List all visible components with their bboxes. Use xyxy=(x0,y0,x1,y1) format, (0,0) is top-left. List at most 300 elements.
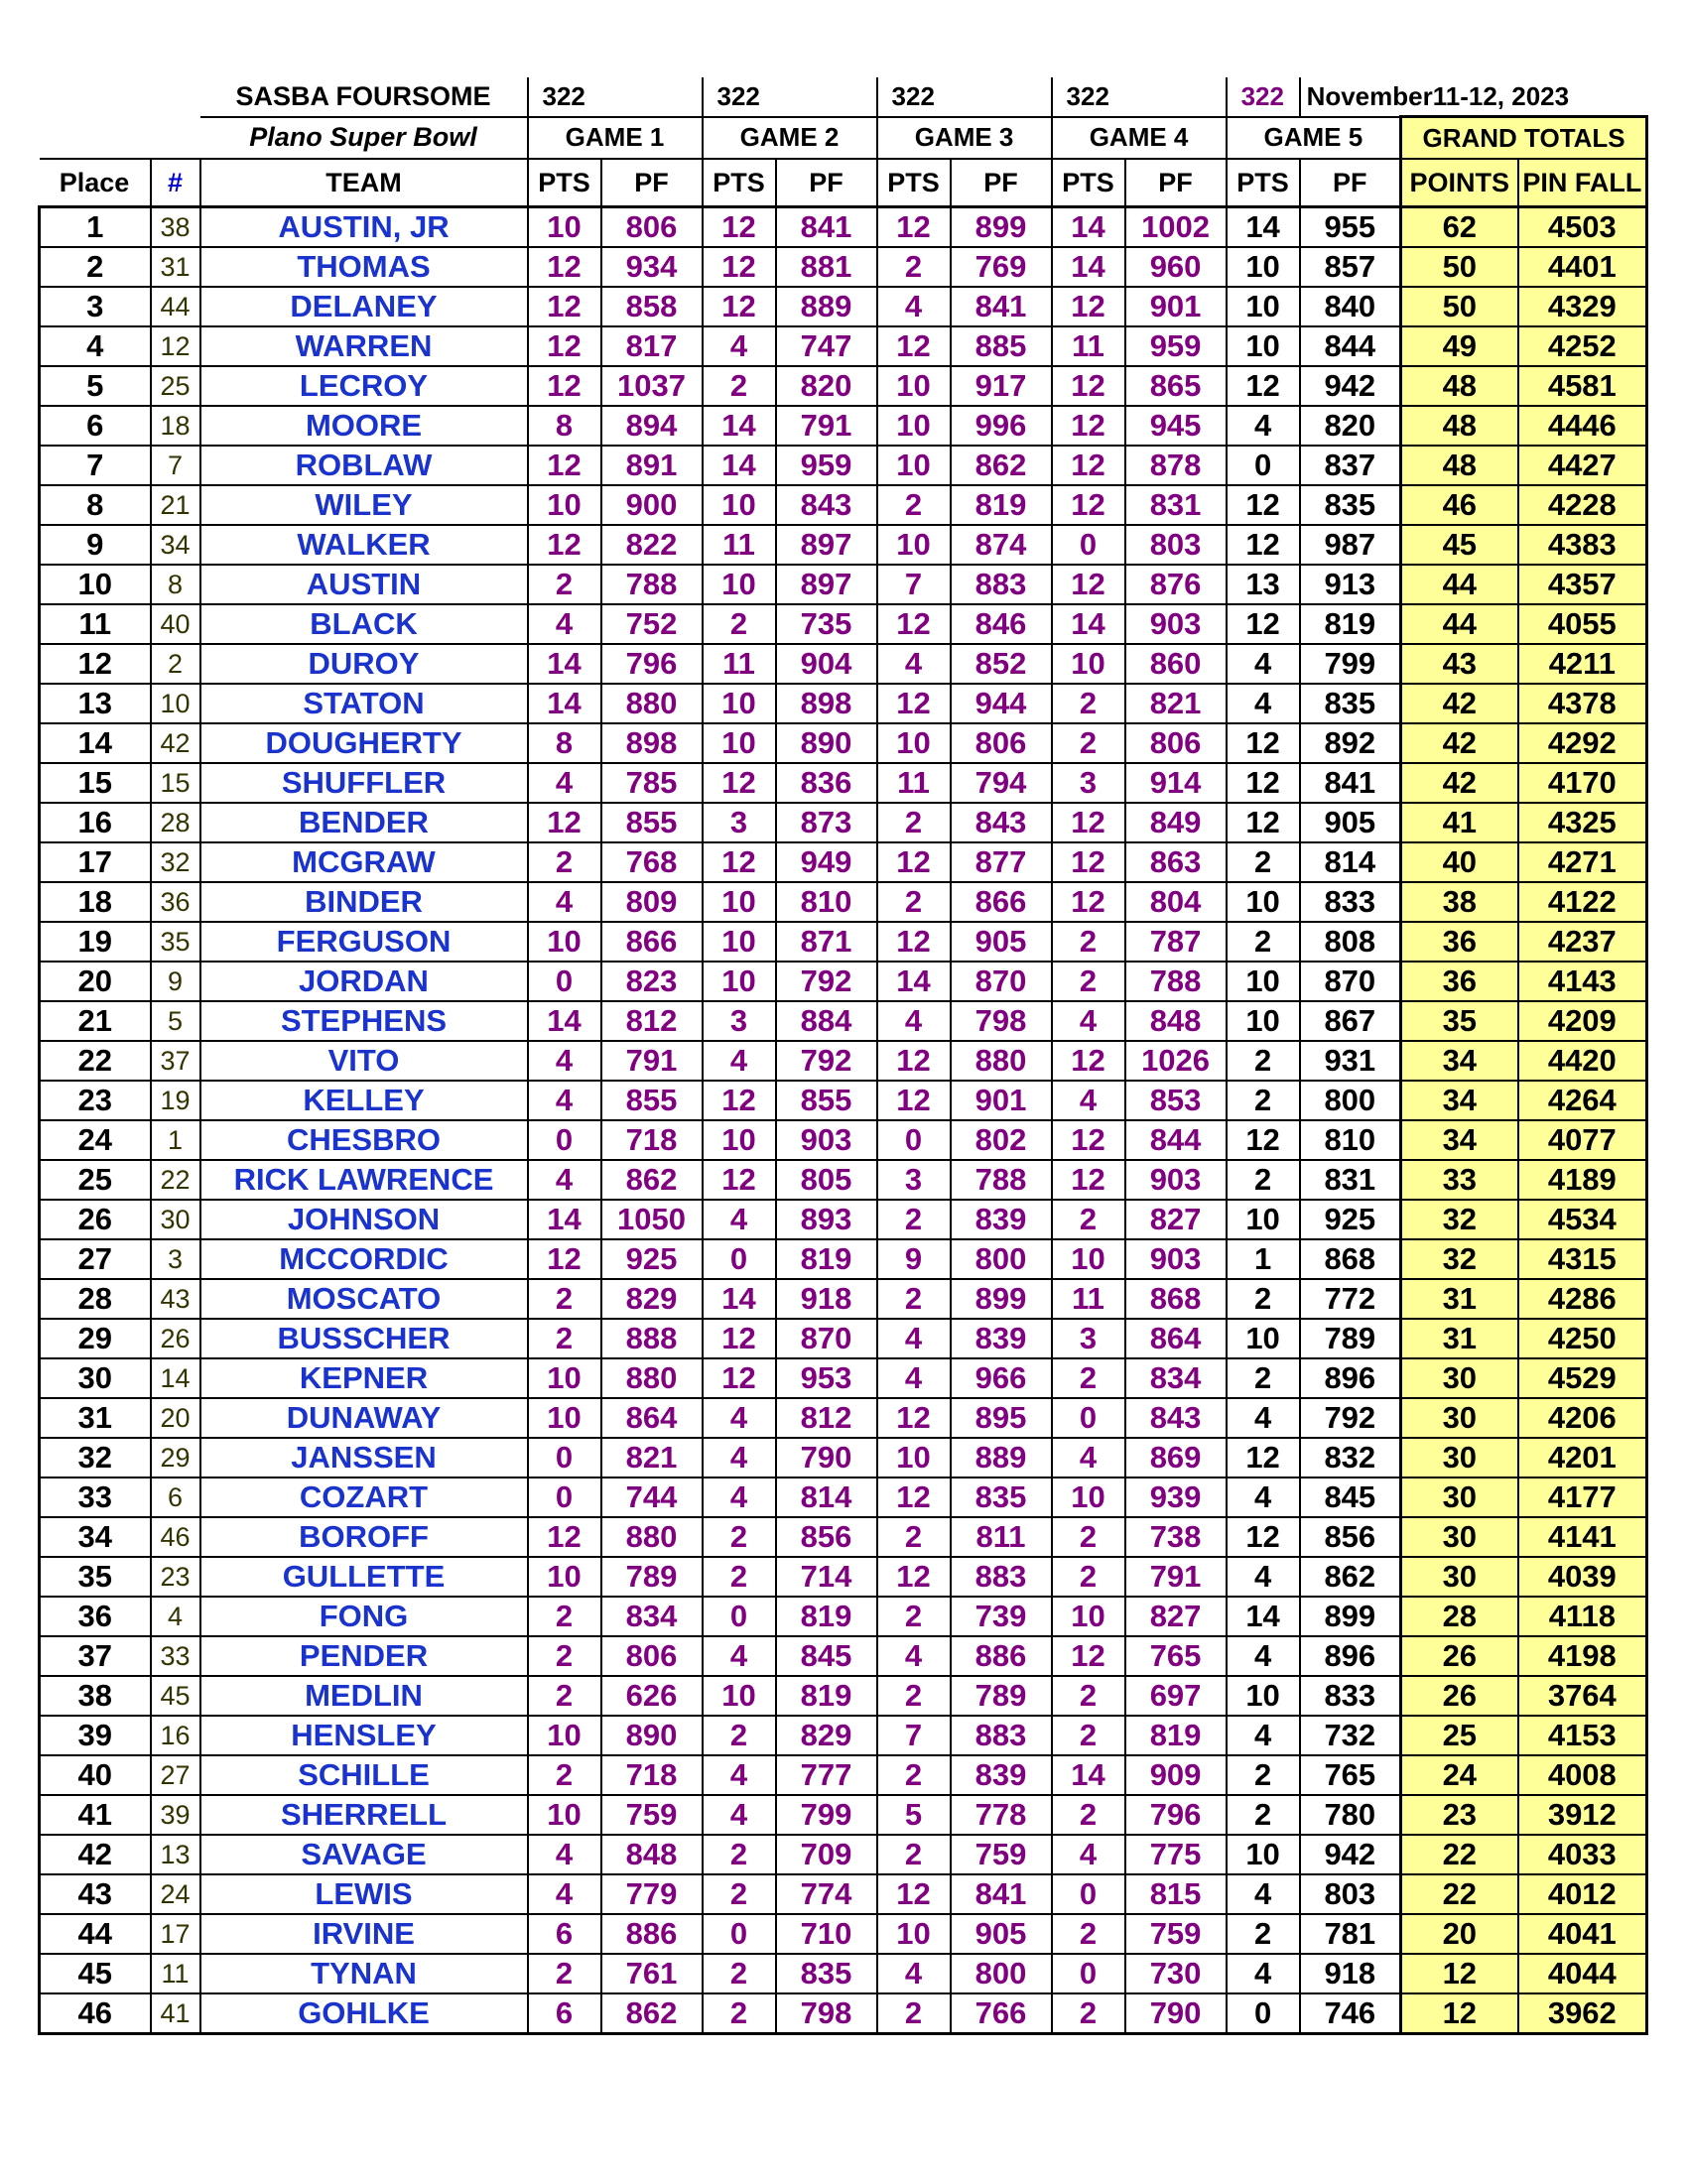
game-1-points: 10 xyxy=(528,1795,601,1835)
total-points: 45 xyxy=(1401,525,1518,565)
team-name: FERGUSON xyxy=(200,922,528,962)
game-4-points: 12 xyxy=(1052,446,1125,485)
team-number: 30 xyxy=(151,1200,200,1239)
place: 19 xyxy=(40,922,151,962)
team-number: 14 xyxy=(151,1358,200,1398)
team-name: JORDAN xyxy=(200,962,528,1001)
game-2-points: 12 xyxy=(703,1160,776,1200)
game-1-pin-fall: 823 xyxy=(601,962,703,1001)
game-4-pin-fall: 765 xyxy=(1125,1636,1227,1676)
game-2-pin-fall: 709 xyxy=(776,1835,877,1874)
game-5-pin-fall: 905 xyxy=(1300,803,1401,842)
game-3-points: 12 xyxy=(877,207,951,248)
game-1-pin-fall: 866 xyxy=(601,922,703,962)
total-pin-fall: 4201 xyxy=(1518,1438,1647,1477)
game-5-points: 0 xyxy=(1227,1993,1300,2034)
table-row xyxy=(40,287,1647,326)
game-1-points: 6 xyxy=(528,1993,601,2034)
game-2-points: 2 xyxy=(703,604,776,644)
game-4-pin-fall: 827 xyxy=(1125,1597,1227,1636)
game-5-points: 14 xyxy=(1227,207,1300,248)
table-row xyxy=(40,644,1647,684)
game-1-pin-fall: 768 xyxy=(601,842,703,882)
game-2-points: 10 xyxy=(703,684,776,723)
team-number: 46 xyxy=(151,1517,200,1557)
game-1-pin-fall: 817 xyxy=(601,326,703,366)
game-4-points: 12 xyxy=(1052,842,1125,882)
total-pin-fall: 4041 xyxy=(1518,1914,1647,1954)
game-1-pin-fall: 822 xyxy=(601,525,703,565)
game-1-points: 14 xyxy=(528,1200,601,1239)
total-pin-fall: 4357 xyxy=(1518,565,1647,604)
table-row xyxy=(40,525,1647,565)
total-pin-fall: 4228 xyxy=(1518,485,1647,525)
game-3-points: 4 xyxy=(877,1358,951,1398)
game-5-pin-fall: 835 xyxy=(1300,684,1401,723)
game-3-points: 2 xyxy=(877,1676,951,1716)
team-name: BINDER xyxy=(200,882,528,922)
game-4-pin-fall: 1002 xyxy=(1125,207,1227,248)
game-4-points: 2 xyxy=(1052,1993,1125,2034)
team-name: WARREN xyxy=(200,326,528,366)
game-1-points: 0 xyxy=(528,962,601,1001)
game-5-points: 4 xyxy=(1227,1557,1300,1597)
team-number: 31 xyxy=(151,247,200,287)
game-4-pin-fall: 945 xyxy=(1125,406,1227,446)
standings-sheet xyxy=(38,77,1645,2035)
game-1-pin-fall: 821 xyxy=(601,1438,703,1477)
game-1-points: 12 xyxy=(528,803,601,842)
total-points: 49 xyxy=(1401,326,1518,366)
game-2-pin-fall: 897 xyxy=(776,525,877,565)
game-5-points: 4 xyxy=(1227,406,1300,446)
total-pin-fall: 4383 xyxy=(1518,525,1647,565)
total-pin-fall: 3962 xyxy=(1518,1993,1647,2034)
game-1-points: 4 xyxy=(528,1874,601,1914)
header-row-games xyxy=(40,117,1647,160)
game-5-points: 2 xyxy=(1227,1081,1300,1120)
game-1-pin-fall: 744 xyxy=(601,1477,703,1517)
team-name: STATON xyxy=(200,684,528,723)
team-number: 42 xyxy=(151,723,200,763)
total-points: 20 xyxy=(1401,1914,1518,1954)
game-5-points: 2 xyxy=(1227,1358,1300,1398)
game-2-label: GAME 2 xyxy=(703,117,877,160)
game-2-pin-fall: 810 xyxy=(776,882,877,922)
game-1-points: 8 xyxy=(528,723,601,763)
table-row xyxy=(40,565,1647,604)
game-5-points: 12 xyxy=(1227,763,1300,803)
total-pin-fall: 4039 xyxy=(1518,1557,1647,1597)
game-2-points: 12 xyxy=(703,287,776,326)
place: 18 xyxy=(40,882,151,922)
game-3-pin-fall: 839 xyxy=(951,1319,1052,1358)
game-4-pin-fall: 960 xyxy=(1125,247,1227,287)
game-2-points: 2 xyxy=(703,1517,776,1557)
game-2-points: 2 xyxy=(703,1557,776,1597)
game-1-pin-fall: 789 xyxy=(601,1557,703,1597)
total-points: 23 xyxy=(1401,1795,1518,1835)
game-2-pin-fall: 799 xyxy=(776,1795,877,1835)
game-1-points: 12 xyxy=(528,1517,601,1557)
team-name: VITO xyxy=(200,1041,528,1081)
team-number: 19 xyxy=(151,1081,200,1120)
game-3-pin-fall: 886 xyxy=(951,1636,1052,1676)
game-4-pin-fall: 914 xyxy=(1125,763,1227,803)
game-2-points: 0 xyxy=(703,1239,776,1279)
game-3-pin-fall: 885 xyxy=(951,326,1052,366)
game-4-points: 2 xyxy=(1052,1914,1125,1954)
place: 3 xyxy=(40,287,151,326)
table-row xyxy=(40,1517,1647,1557)
game-1-points: 4 xyxy=(528,1160,601,1200)
table-row xyxy=(40,1041,1647,1081)
col-g1-pts: PTS xyxy=(528,159,601,207)
game-5-pin-fall: 800 xyxy=(1300,1081,1401,1120)
game-2-points: 10 xyxy=(703,922,776,962)
total-pin-fall: 4206 xyxy=(1518,1398,1647,1438)
game-5-pin-fall: 918 xyxy=(1300,1954,1401,1993)
game-5-points: 10 xyxy=(1227,1676,1300,1716)
game-4-points: 2 xyxy=(1052,1716,1125,1755)
team-number: 25 xyxy=(151,366,200,406)
game-3-pin-fall: 846 xyxy=(951,604,1052,644)
game-3-pin-fall: 866 xyxy=(951,882,1052,922)
game-3-points: 4 xyxy=(877,287,951,326)
game-5-pin-fall: 844 xyxy=(1300,326,1401,366)
table-row xyxy=(40,723,1647,763)
total-pin-fall: 4237 xyxy=(1518,922,1647,962)
game-1-points: 10 xyxy=(528,485,601,525)
game-5-pin-fall: 746 xyxy=(1300,1993,1401,2034)
place: 42 xyxy=(40,1835,151,1874)
game-4-pin-fall: 821 xyxy=(1125,684,1227,723)
total-pin-fall: 4503 xyxy=(1518,207,1647,248)
game-3-points: 2 xyxy=(877,1279,951,1319)
table-row xyxy=(40,1358,1647,1398)
game-5-points: 10 xyxy=(1227,882,1300,922)
game-4-points: 0 xyxy=(1052,1954,1125,1993)
game-5-pin-fall: 896 xyxy=(1300,1636,1401,1676)
game-1-pin-fall: 1050 xyxy=(601,1200,703,1239)
game-2-points: 4 xyxy=(703,1200,776,1239)
game-2-pin-fall: 798 xyxy=(776,1993,877,2034)
game-3-pin-fall: 889 xyxy=(951,1438,1052,1477)
game-5-points: 4 xyxy=(1227,1636,1300,1676)
table-row xyxy=(40,1755,1647,1795)
col-g4-pts: PTS xyxy=(1052,159,1125,207)
game-4-points: 4 xyxy=(1052,1001,1125,1041)
game-4-pin-fall: 849 xyxy=(1125,803,1227,842)
game-1-pin-fall: 898 xyxy=(601,723,703,763)
game-4-pin-fall: 901 xyxy=(1125,287,1227,326)
team-name: JANSSEN xyxy=(200,1438,528,1477)
team-number: 33 xyxy=(151,1636,200,1676)
table-row xyxy=(40,922,1647,962)
col-team: TEAM xyxy=(200,159,528,207)
game-3-points: 2 xyxy=(877,1835,951,1874)
game-4-pin-fall: 959 xyxy=(1125,326,1227,366)
game-1-pin-fall: 858 xyxy=(601,287,703,326)
header-row-event xyxy=(40,77,1647,117)
game-4-points: 2 xyxy=(1052,1358,1125,1398)
game-4-points: 3 xyxy=(1052,1319,1125,1358)
total-pin-fall: 4044 xyxy=(1518,1954,1647,1993)
team-number: 26 xyxy=(151,1319,200,1358)
game-5-pin-fall: 792 xyxy=(1300,1398,1401,1438)
game-3-points: 12 xyxy=(877,1874,951,1914)
game-2-pin-fall: 897 xyxy=(776,565,877,604)
game-2-points: 2 xyxy=(703,1716,776,1755)
game-2-points: 11 xyxy=(703,525,776,565)
total-points: 50 xyxy=(1401,247,1518,287)
team-number: 39 xyxy=(151,1795,200,1835)
game-3-points: 2 xyxy=(877,1200,951,1239)
team-name: WILEY xyxy=(200,485,528,525)
table-row xyxy=(40,1319,1647,1358)
team-number: 16 xyxy=(151,1716,200,1755)
game-4-pin-fall: 697 xyxy=(1125,1676,1227,1716)
table-row xyxy=(40,1954,1647,1993)
game-4-pin-fall: 843 xyxy=(1125,1398,1227,1438)
team-name: SHERRELL xyxy=(200,1795,528,1835)
total-pin-fall: 4198 xyxy=(1518,1636,1647,1676)
game-3-pin-fall: 870 xyxy=(951,962,1052,1001)
game-2-points: 12 xyxy=(703,842,776,882)
game-2-pin-fall: 903 xyxy=(776,1120,877,1160)
game-2-pin-fall: 774 xyxy=(776,1874,877,1914)
game-2-pin-fall: 893 xyxy=(776,1200,877,1239)
game-1-points: 4 xyxy=(528,763,601,803)
place: 10 xyxy=(40,565,151,604)
place: 20 xyxy=(40,962,151,1001)
team-number: 8 xyxy=(151,565,200,604)
game-4-points: 4 xyxy=(1052,1438,1125,1477)
game-5-pin-fall: 955 xyxy=(1300,207,1401,248)
game-2-points: 12 xyxy=(703,1081,776,1120)
game-5-points: 2 xyxy=(1227,842,1300,882)
team-number: 17 xyxy=(151,1914,200,1954)
team-name: FONG xyxy=(200,1597,528,1636)
total-pin-fall: 4581 xyxy=(1518,366,1647,406)
game-5-pin-fall: 896 xyxy=(1300,1358,1401,1398)
game-4-points: 12 xyxy=(1052,1636,1125,1676)
game-1-points: 10 xyxy=(528,1557,601,1597)
game-3-points: 12 xyxy=(877,922,951,962)
game-1-points: 12 xyxy=(528,287,601,326)
game-5-pin-fall: 867 xyxy=(1300,1001,1401,1041)
game-3-pin-fall: 811 xyxy=(951,1517,1052,1557)
game-4-points: 12 xyxy=(1052,565,1125,604)
game-4-points: 2 xyxy=(1052,1795,1125,1835)
game-1-label: GAME 1 xyxy=(528,117,703,160)
game-3-points: 10 xyxy=(877,366,951,406)
game-2-pin-fall: 904 xyxy=(776,644,877,684)
game-5-points: 13 xyxy=(1227,565,1300,604)
team-number: 24 xyxy=(151,1874,200,1914)
total-points: 30 xyxy=(1401,1438,1518,1477)
game-3-pin-fall: 739 xyxy=(951,1597,1052,1636)
game-5-points: 0 xyxy=(1227,446,1300,485)
place: 29 xyxy=(40,1319,151,1358)
team-number: 37 xyxy=(151,1041,200,1081)
game-4-points: 11 xyxy=(1052,1279,1125,1319)
game-3-pin-fall: 917 xyxy=(951,366,1052,406)
game-1-pin-fall: 880 xyxy=(601,1358,703,1398)
game-1-points: 2 xyxy=(528,565,601,604)
place: 4 xyxy=(40,326,151,366)
game-4-pin-fall: 827 xyxy=(1125,1200,1227,1239)
game-1-pin-fall: 890 xyxy=(601,1716,703,1755)
game-3-pin-fall: 883 xyxy=(951,1716,1052,1755)
total-points: 41 xyxy=(1401,803,1518,842)
game-3-points: 2 xyxy=(877,485,951,525)
game-2-points: 0 xyxy=(703,1914,776,1954)
team-name: RICK LAWRENCE xyxy=(200,1160,528,1200)
table-row xyxy=(40,446,1647,485)
game-4-pin-fall: 844 xyxy=(1125,1120,1227,1160)
game-1-points: 10 xyxy=(528,1716,601,1755)
place: 43 xyxy=(40,1874,151,1914)
game-4-pin-fall: 864 xyxy=(1125,1319,1227,1358)
game-5-pin-fall: 845 xyxy=(1300,1477,1401,1517)
team-name: BENDER xyxy=(200,803,528,842)
game-2-points: 10 xyxy=(703,962,776,1001)
grand-totals-label: GRAND TOTALS xyxy=(1401,117,1647,160)
total-points: 36 xyxy=(1401,922,1518,962)
game-5-points: 12 xyxy=(1227,525,1300,565)
place: 40 xyxy=(40,1755,151,1795)
total-points: 31 xyxy=(1401,1319,1518,1358)
game-1-points: 6 xyxy=(528,1914,601,1954)
game-2-pin-fall: 814 xyxy=(776,1477,877,1517)
game-4-pin-fall: 819 xyxy=(1125,1716,1227,1755)
game-1-points: 4 xyxy=(528,1081,601,1120)
total-pin-fall: 4534 xyxy=(1518,1200,1647,1239)
game-1-points: 2 xyxy=(528,1597,601,1636)
table-row xyxy=(40,207,1647,248)
game-5-points: 2 xyxy=(1227,1755,1300,1795)
game-2-points: 2 xyxy=(703,1954,776,1993)
game-5-points: 10 xyxy=(1227,1200,1300,1239)
place: 39 xyxy=(40,1716,151,1755)
game-4-pin-fall: 865 xyxy=(1125,366,1227,406)
place: 46 xyxy=(40,1993,151,2034)
total-points: 44 xyxy=(1401,565,1518,604)
game-5-points: 4 xyxy=(1227,1874,1300,1914)
col-points: POINTS xyxy=(1401,159,1518,207)
table-row xyxy=(40,1438,1647,1477)
table-row xyxy=(40,763,1647,803)
total-pin-fall: 4271 xyxy=(1518,842,1647,882)
total-pin-fall: 4427 xyxy=(1518,446,1647,485)
game-1-points: 4 xyxy=(528,604,601,644)
table-row xyxy=(40,1477,1647,1517)
table-row xyxy=(40,1795,1647,1835)
col-g4-pf: PF xyxy=(1125,159,1227,207)
game-5-points: 12 xyxy=(1227,366,1300,406)
game-1-points: 14 xyxy=(528,644,601,684)
place: 13 xyxy=(40,684,151,723)
total-points: 48 xyxy=(1401,406,1518,446)
standings-body xyxy=(40,207,1647,2034)
place: 38 xyxy=(40,1676,151,1716)
game-2-pin-fall: 890 xyxy=(776,723,877,763)
team-name: PENDER xyxy=(200,1636,528,1676)
game-5-pin-fall: 819 xyxy=(1300,604,1401,644)
game-2-pin-fall: 959 xyxy=(776,446,877,485)
place: 25 xyxy=(40,1160,151,1200)
game-3-points: 4 xyxy=(877,644,951,684)
game-3-label: GAME 3 xyxy=(877,117,1052,160)
game-2-pin-fall: 791 xyxy=(776,406,877,446)
game-1-pin-fall: 934 xyxy=(601,247,703,287)
game-2-points: 4 xyxy=(703,1477,776,1517)
team-name: THOMAS xyxy=(200,247,528,287)
game-5-pin-fall: 987 xyxy=(1300,525,1401,565)
game-4-points: 12 xyxy=(1052,803,1125,842)
game-4-points: 2 xyxy=(1052,1200,1125,1239)
game-3-points: 2 xyxy=(877,1597,951,1636)
total-pin-fall: 4529 xyxy=(1518,1358,1647,1398)
total-points: 33 xyxy=(1401,1160,1518,1200)
game-2-points: 12 xyxy=(703,207,776,248)
game-2-points: 2 xyxy=(703,366,776,406)
game-2-pin-fall: 949 xyxy=(776,842,877,882)
team-number: 40 xyxy=(151,604,200,644)
game-5-points: 2 xyxy=(1227,1160,1300,1200)
game-5-points: 2 xyxy=(1227,1279,1300,1319)
total-points: 42 xyxy=(1401,723,1518,763)
game-1-pin-fall: 880 xyxy=(601,1517,703,1557)
game-3-points: 2 xyxy=(877,1993,951,2034)
game-3-points: 4 xyxy=(877,1954,951,1993)
total-points: 30 xyxy=(1401,1358,1518,1398)
game-5-pin-fall: 868 xyxy=(1300,1239,1401,1279)
game-2-points: 2 xyxy=(703,1874,776,1914)
team-name: WALKER xyxy=(200,525,528,565)
game-3-points: 10 xyxy=(877,406,951,446)
game-2-pin-fall: 805 xyxy=(776,1160,877,1200)
total-points: 40 xyxy=(1401,842,1518,882)
table-row xyxy=(40,962,1647,1001)
place: 17 xyxy=(40,842,151,882)
game-4-points: 12 xyxy=(1052,1120,1125,1160)
game-2-pin-fall: 790 xyxy=(776,1438,877,1477)
game-5-pin-fall: 833 xyxy=(1300,882,1401,922)
standings-table xyxy=(38,77,1648,2035)
game-4-pin-fall: 860 xyxy=(1125,644,1227,684)
game-3-points: 12 xyxy=(877,604,951,644)
game-1-points: 2 xyxy=(528,1279,601,1319)
game-1-pin-fall: 626 xyxy=(601,1676,703,1716)
total-points: 36 xyxy=(1401,962,1518,1001)
game-1-points: 12 xyxy=(528,525,601,565)
game-4-points: 14 xyxy=(1052,1755,1125,1795)
game-2-points: 4 xyxy=(703,1636,776,1676)
game-2-pin-fall: 792 xyxy=(776,1041,877,1081)
table-row xyxy=(40,1676,1647,1716)
game-1-pin-fall: 855 xyxy=(601,1081,703,1120)
game-1-points: 14 xyxy=(528,1001,601,1041)
game-5-points: 12 xyxy=(1227,485,1300,525)
game-2-points: 11 xyxy=(703,644,776,684)
game-1-pin-fall: 848 xyxy=(601,1835,703,1874)
game-5-points: 12 xyxy=(1227,1120,1300,1160)
game-1-points: 0 xyxy=(528,1477,601,1517)
event-title: SASBA FOURSOME xyxy=(235,80,491,111)
team-name: DOUGHERTY xyxy=(200,723,528,763)
